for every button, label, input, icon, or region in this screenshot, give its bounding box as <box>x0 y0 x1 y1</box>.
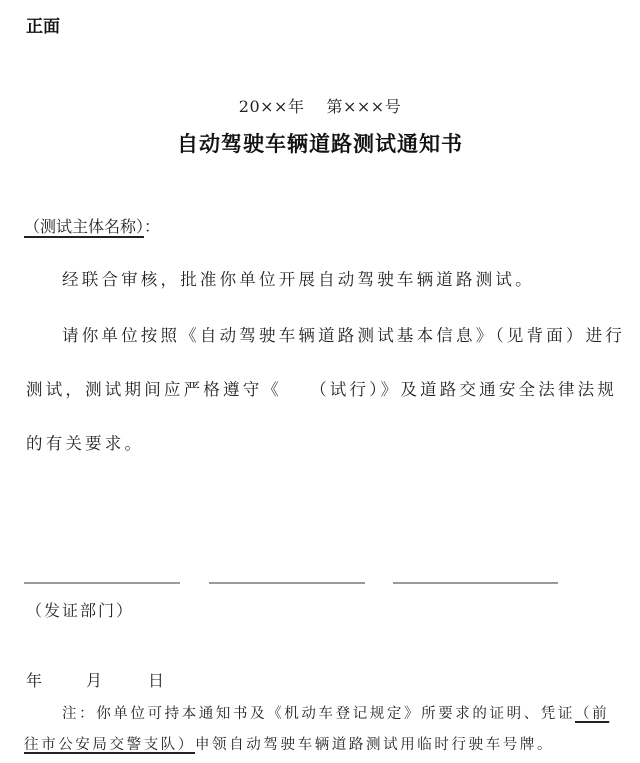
issuing-department-label: （发证部门） <box>26 601 135 620</box>
signature-line-1 <box>24 582 180 584</box>
note-line-2-underlined: 往市公安局交警支队） <box>24 737 195 753</box>
instruction-line-3: 的有关要求。 <box>26 434 145 453</box>
instruction-line-1: 请你单位按照《自动驾驶车辆道路测试基本信息》（见背面）进行 <box>62 326 626 345</box>
approval-paragraph: 经联合审核，批准你单位开展自动驾驶车辆道路测试。 <box>62 270 535 289</box>
document-title: 自动驾驶车辆道路测试通知书 <box>177 132 463 156</box>
signature-line-3 <box>393 582 558 584</box>
instruction-line-2 <box>26 376 617 400</box>
instruction-line-2-part-a: 测试，测试期间应严格遵守《 <box>26 380 283 399</box>
date-year-label: 年 <box>26 671 43 690</box>
note-line-1 <box>62 702 609 723</box>
addressee <box>24 214 160 237</box>
issue-date <box>26 668 164 691</box>
document-number <box>0 94 640 117</box>
note-line-1-text: 注：你单位可持本通知书及《机动车登记规定》所要求的证明、凭证 <box>62 706 575 722</box>
page-side-label: 正面 <box>26 17 60 37</box>
note-line-2 <box>24 733 554 754</box>
document-serial: 第×××号 <box>326 97 402 116</box>
signature-line-2 <box>209 582 365 584</box>
date-day-label: 日 <box>148 671 165 690</box>
document-year: 20××年 <box>238 97 305 116</box>
note-line-2-text: 申领自动驾驶车辆道路测试用临时行驶车号牌。 <box>195 737 555 753</box>
date-month-label: 月 <box>86 671 103 690</box>
instruction-line-2-part-b: （试行）》及道路交通安全法律法规 <box>310 380 618 399</box>
addressee-placeholder: （测试主体名称） <box>24 217 145 236</box>
addressee-colon: ： <box>144 217 161 236</box>
note-line-1-underlined: （前 <box>575 706 610 722</box>
